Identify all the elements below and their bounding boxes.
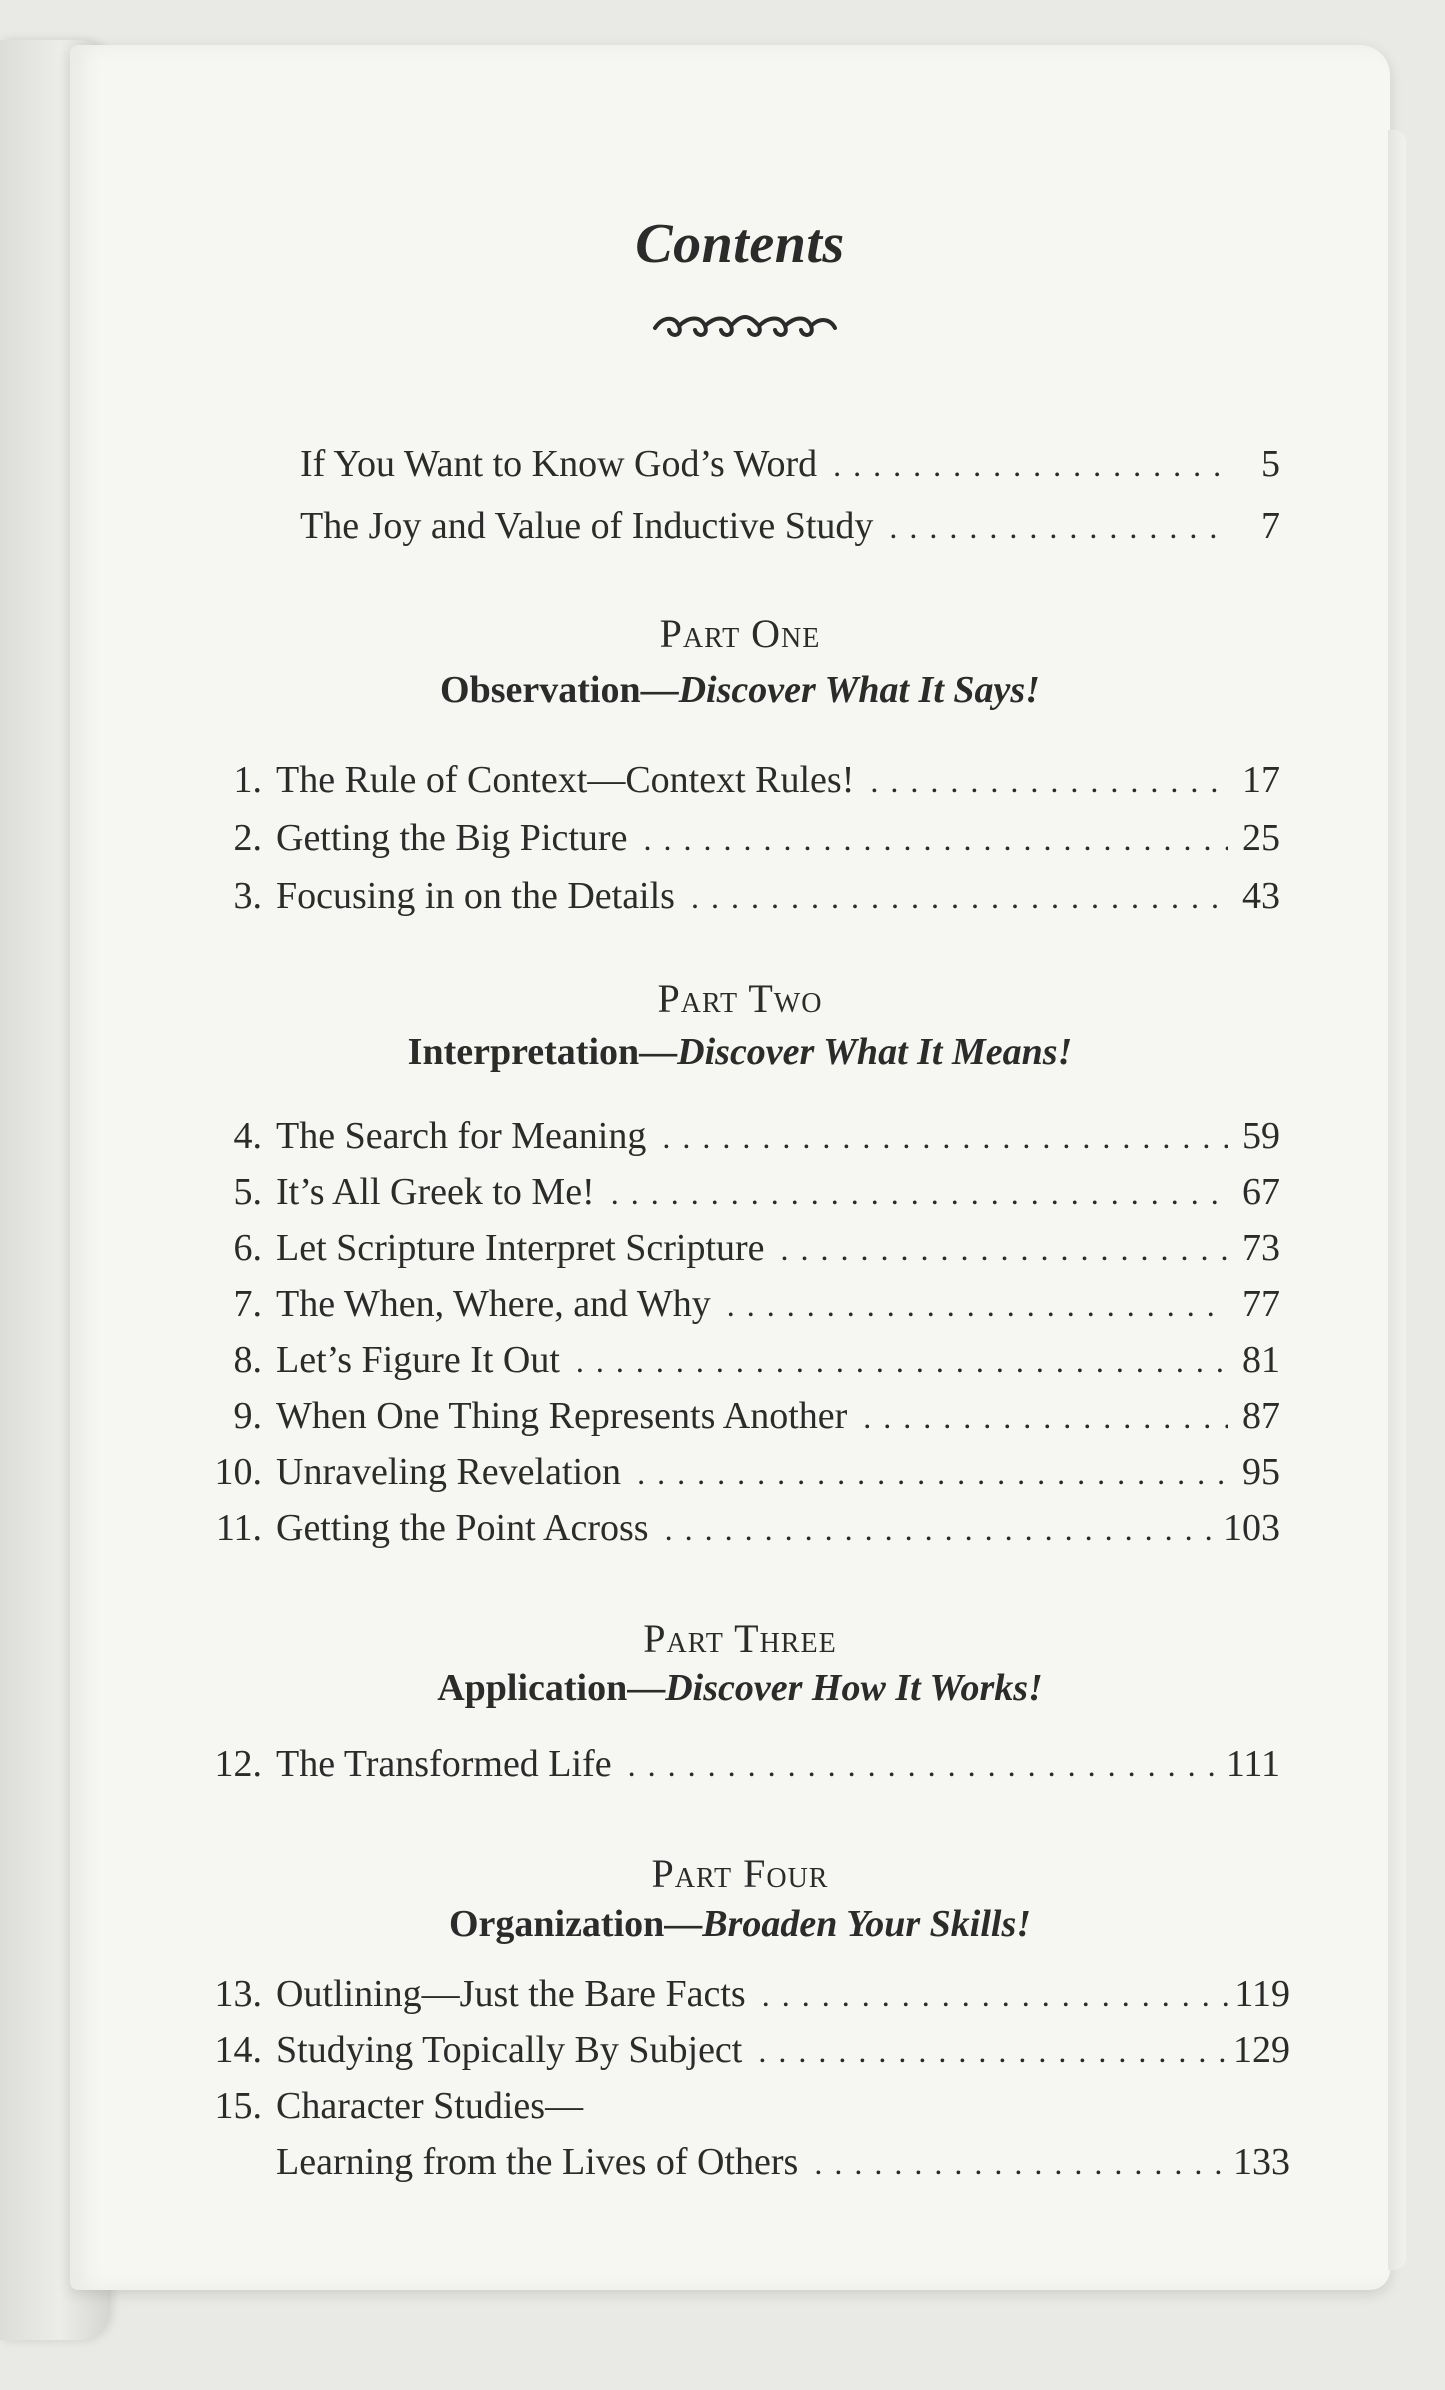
part-one-title <box>0 668 1445 712</box>
toc-page-number: 95 <box>1242 1451 1280 1493</box>
dot-leader <box>765 1221 1228 1277</box>
dot-leader <box>711 1277 1228 1333</box>
toc-page-number: 77 <box>1242 1283 1280 1325</box>
dot-leader <box>649 1501 1223 1557</box>
toc-page-number: 59 <box>1242 1115 1280 1157</box>
part-four-title <box>0 1902 1445 1946</box>
chapter-number: 5. <box>233 1171 262 1213</box>
dot-leader <box>742 2023 1233 2079</box>
toc-entry-label: Getting the Point Across <box>276 1507 649 1549</box>
toc-entry <box>200 1500 1280 1556</box>
dot-leader <box>627 811 1228 867</box>
dot-leader <box>646 1109 1228 1165</box>
dot-leader <box>746 1967 1235 2023</box>
part-title-italic: Discover How It Works! <box>665 1667 1043 1709</box>
toc-page-number: 81 <box>1242 1339 1280 1381</box>
contents-heading: Contents <box>635 213 845 275</box>
dot-leader <box>873 499 1228 555</box>
toc-entry <box>200 1388 1280 1444</box>
toc-entry-label: Character Studies— <box>276 2085 584 2127</box>
toc-entry <box>200 868 1280 924</box>
dot-leader <box>854 753 1228 809</box>
toc-entry <box>200 1164 1280 1220</box>
chapter-number: 3. <box>233 875 262 917</box>
chapter-number: 1. <box>233 759 262 801</box>
chapter-number: 9. <box>233 1395 262 1437</box>
chapter-number: 15. <box>214 2085 262 2127</box>
toc-entry-label: The Rule of Context—Context Rules! <box>276 759 855 801</box>
toc-entry-label: If You Want to Know God’s Word <box>300 443 818 485</box>
toc-page-number: 73 <box>1242 1227 1280 1269</box>
toc-entry-label: Studying Topically By Subject <box>276 2029 743 2071</box>
toc-entry-label: Getting the Big Picture <box>276 817 628 859</box>
toc-entry <box>200 1220 1280 1276</box>
chapter-number: 11. <box>215 1507 262 1549</box>
dot-leader <box>560 1333 1228 1389</box>
toc-entry-label: The Joy and Value of Inductive Study <box>300 505 874 547</box>
toc-entry-label: When One Thing Represents Another <box>276 1395 848 1437</box>
part-three-title <box>0 1666 1445 1710</box>
toc-page-number: 43 <box>1242 875 1280 917</box>
part-two-label: Part Two <box>657 976 823 1021</box>
toc-page-number: 5 <box>1261 443 1280 485</box>
toc-entry-label: Let Scripture Interpret Scripture <box>276 1227 765 1269</box>
toc-page-number: 129 <box>1233 2029 1290 2071</box>
part-title-plain: Observation— <box>440 669 679 711</box>
chapter-number: 2. <box>233 817 262 859</box>
toc-entry <box>200 1276 1280 1332</box>
part-title-plain: Organization— <box>448 1903 703 1945</box>
toc-entry-label: Outlining—Just the Bare Facts <box>276 1973 746 2015</box>
part-one-label: Part One <box>659 611 821 656</box>
toc-page-number: 103 <box>1223 1507 1280 1549</box>
chapter-number: 7. <box>233 1283 262 1325</box>
toc-page-number: 67 <box>1242 1171 1280 1213</box>
dot-leader <box>675 869 1228 925</box>
toc-entry <box>200 1736 1280 1792</box>
toc-entry <box>200 1444 1280 1500</box>
chapter-number: 12. <box>214 1743 262 1785</box>
chapter-number: 4. <box>233 1115 262 1157</box>
toc-entry-label: Learning from the Lives of Others <box>276 2141 799 2183</box>
toc-entry-intro-2 <box>300 498 1280 554</box>
toc-entry <box>200 1332 1280 1388</box>
chapter-number: 13. <box>214 1973 262 2015</box>
toc-page-number: 7 <box>1261 505 1280 547</box>
part-two-title <box>0 1030 1445 1074</box>
dot-leader <box>798 2135 1233 2191</box>
toc-entry-label: The Transformed Life <box>276 1743 612 1785</box>
dot-leader <box>847 1389 1228 1445</box>
part-title-plain: Interpretation— <box>407 1031 678 1073</box>
toc-entry-label: Let’s Figure It Out <box>276 1339 560 1381</box>
dot-leader <box>817 437 1228 493</box>
toc-entry-label: The When, Where, and Why <box>276 1283 711 1325</box>
toc-entry <box>200 2022 1290 2078</box>
toc-page-number: 87 <box>1242 1395 1280 1437</box>
toc-page-number: 25 <box>1242 817 1280 859</box>
toc-entry-label: Focusing in on the Details <box>276 875 675 917</box>
page-stack-edge <box>1388 130 1406 2270</box>
part-title-italic: Discover What It Says! <box>678 669 1040 711</box>
toc-entry <box>200 752 1280 808</box>
toc-entry <box>200 1108 1280 1164</box>
part-four-label: Part Four <box>651 1851 829 1896</box>
part-title-plain: Application— <box>437 1667 666 1709</box>
part-title-italic: Discover What It Means! <box>677 1031 1073 1073</box>
toc-entry <box>200 810 1280 866</box>
chapter-number: 8. <box>233 1339 262 1381</box>
ornament-flourish <box>645 308 845 342</box>
toc-entry <box>200 2078 1290 2134</box>
toc-entry <box>200 1966 1290 2022</box>
toc-entry-continuation <box>200 2134 1290 2190</box>
part-title-italic: Broaden Your Skills! <box>702 1903 1032 1945</box>
toc-page-number: 133 <box>1233 2141 1290 2183</box>
toc-entry-intro-1 <box>300 436 1280 492</box>
toc-entry-label: Unraveling Revelation <box>276 1451 622 1493</box>
toc-page-number: 17 <box>1242 759 1280 801</box>
dot-leader <box>595 1165 1228 1221</box>
toc-page-number: 111 <box>1225 1743 1280 1785</box>
part-three-label: Part Three <box>643 1616 837 1661</box>
toc-entry-label: The Search for Meaning <box>276 1115 647 1157</box>
chapter-number: 6. <box>233 1227 262 1269</box>
chapter-number: 14. <box>214 2029 262 2071</box>
chapter-number: 10. <box>214 1451 262 1493</box>
toc-entry-label: It’s All Greek to Me! <box>276 1171 595 1213</box>
dot-leader <box>612 1737 1226 1793</box>
dot-leader <box>621 1445 1228 1501</box>
toc-page-number: 119 <box>1234 1973 1290 2015</box>
